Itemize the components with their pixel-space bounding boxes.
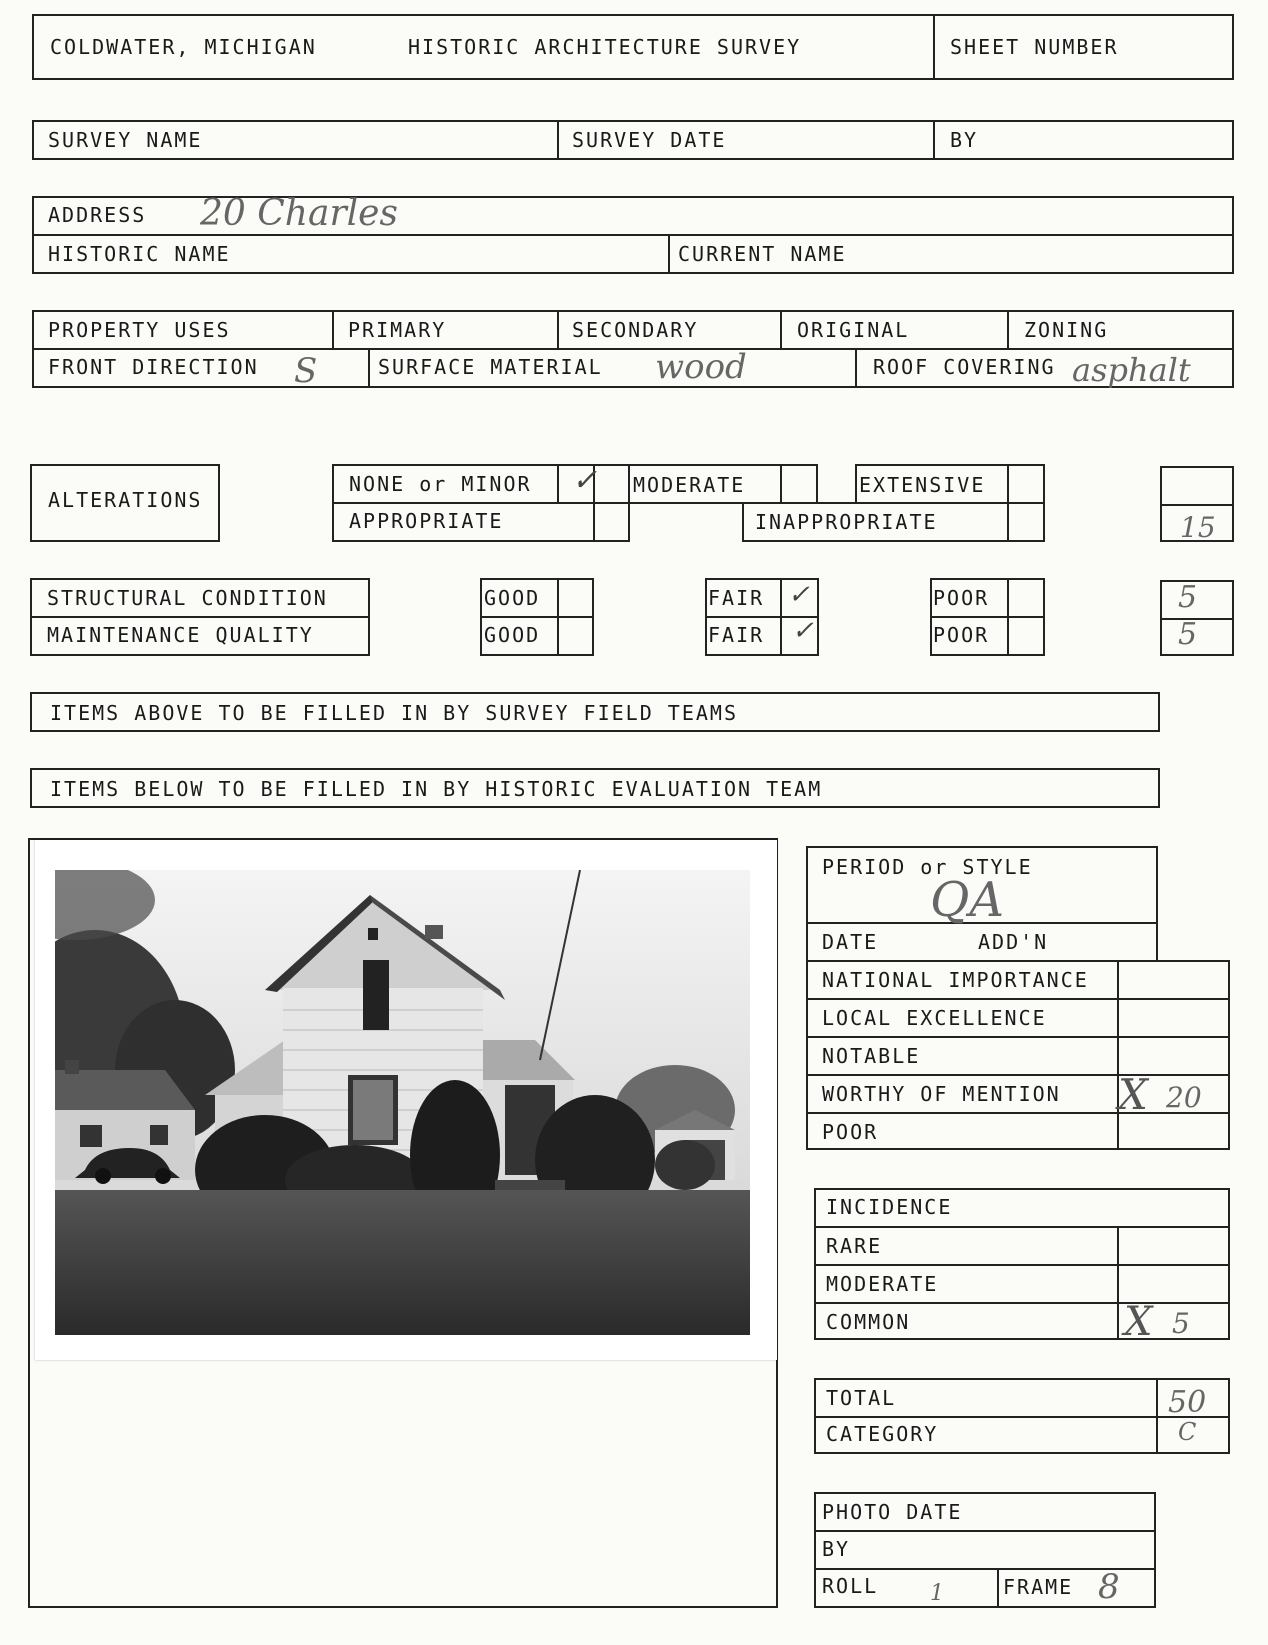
original-label: ORIGINAL	[797, 318, 910, 342]
current-name-label: CURRENT NAME	[678, 242, 847, 266]
rare-label: RARE	[826, 1234, 883, 1258]
maintenance-quality-label: MAINTENANCE QUALITY	[47, 623, 314, 647]
items-above-note: ITEMS ABOVE TO BE FILLED IN BY SURVEY FIELD TEAMS	[50, 701, 739, 725]
city-label: COLDWATER, MICHIGAN	[50, 35, 317, 59]
none-minor-check: ✓	[572, 463, 598, 498]
date-note: ADD'N	[978, 930, 1049, 954]
roof-covering-value: asphalt	[1072, 351, 1191, 389]
structural-score: 5	[1178, 580, 1198, 615]
maintenance-fair-label: FAIR	[708, 623, 765, 647]
common-score: 5	[1172, 1307, 1190, 1340]
roof-covering-label: ROOF COVERING	[873, 355, 1056, 379]
roll-value: 1	[930, 1581, 944, 1606]
address-label: ADDRESS	[48, 203, 147, 227]
category-label: CATEGORY	[826, 1422, 939, 1446]
survey-name-label: SURVEY NAME	[48, 128, 203, 152]
date-label: DATE	[822, 930, 879, 954]
items-below-note: ITEMS BELOW TO BE FILLED IN BY HISTORIC EVALUATION TEAM	[50, 777, 823, 801]
photo-date-label: PHOTO DATE	[822, 1500, 963, 1524]
property-uses-label: PROPERTY USES	[48, 318, 231, 342]
none-minor-label: NONE or MINOR	[349, 472, 532, 496]
frame-value: 8	[1098, 1567, 1120, 1607]
common-label: COMMON	[826, 1310, 911, 1334]
structural-fair-label: FAIR	[708, 586, 765, 610]
notable-label: NOTABLE	[822, 1044, 921, 1068]
house-photograph	[55, 870, 750, 1335]
frame-label: FRAME	[1003, 1575, 1074, 1599]
worthy-of-mention-label: WORTHY OF MENTION	[822, 1082, 1061, 1106]
poor-rating-label: POOR	[822, 1120, 879, 1144]
maintenance-score: 5	[1178, 617, 1198, 652]
front-direction-label: FRONT DIRECTION	[48, 355, 259, 379]
common-mark: X	[1124, 1299, 1153, 1345]
period-style-label: PERIOD or STYLE	[822, 855, 1033, 879]
national-importance-label: NATIONAL IMPORTANCE	[822, 968, 1089, 992]
sheet-number-label: SHEET NUMBER	[950, 35, 1119, 59]
structural-fair-check: ✓	[788, 580, 810, 610]
maintenance-good-label: GOOD	[484, 623, 541, 647]
total-label: TOTAL	[826, 1386, 897, 1410]
photo-mount	[35, 840, 777, 1360]
worthy-score: 20	[1166, 1081, 1202, 1114]
inappropriate-label: INAPPROPRIATE	[755, 510, 938, 534]
surface-material-value: wood	[655, 347, 747, 387]
category-value: C	[1178, 1418, 1197, 1446]
zoning-label: ZONING	[1024, 318, 1109, 342]
structural-good-label: GOOD	[484, 586, 541, 610]
primary-label: PRIMARY	[348, 318, 447, 342]
secondary-label: SECONDARY	[572, 318, 699, 342]
alterations-score: 15	[1180, 511, 1216, 544]
structural-condition-label: STRUCTURAL CONDITION	[47, 586, 328, 610]
period-style-value: QA	[930, 872, 1005, 928]
address-value: 20 Charles	[200, 193, 398, 234]
form-title: HISTORIC ARCHITECTURE SURVEY	[408, 35, 802, 59]
maintenance-fair-check: ✓	[792, 616, 814, 646]
roll-label: ROLL	[822, 1574, 879, 1598]
incidence-label: INCIDENCE	[826, 1195, 953, 1219]
photo-by-label: BY	[822, 1537, 851, 1561]
survey-by-label: BY	[950, 128, 979, 152]
survey-date-label: SURVEY DATE	[572, 128, 727, 152]
moderate-incidence-label: MODERATE	[826, 1272, 939, 1296]
appropriate-label: APPROPRIATE	[349, 509, 504, 533]
local-excellence-label: LOCAL EXCELLENCE	[822, 1006, 1047, 1030]
extensive-label: EXTENSIVE	[859, 473, 986, 497]
maintenance-poor-label: POOR	[933, 623, 990, 647]
surface-material-label: SURFACE MATERIAL	[378, 355, 603, 379]
moderate-label: MODERATE	[633, 473, 746, 497]
total-value: 50	[1168, 1385, 1207, 1420]
structural-poor-label: POOR	[933, 586, 990, 610]
alterations-label: ALTERATIONS	[48, 488, 203, 512]
historic-name-label: HISTORIC NAME	[48, 242, 231, 266]
front-direction-value: S	[294, 351, 318, 391]
worthy-mark: X	[1118, 1070, 1148, 1119]
